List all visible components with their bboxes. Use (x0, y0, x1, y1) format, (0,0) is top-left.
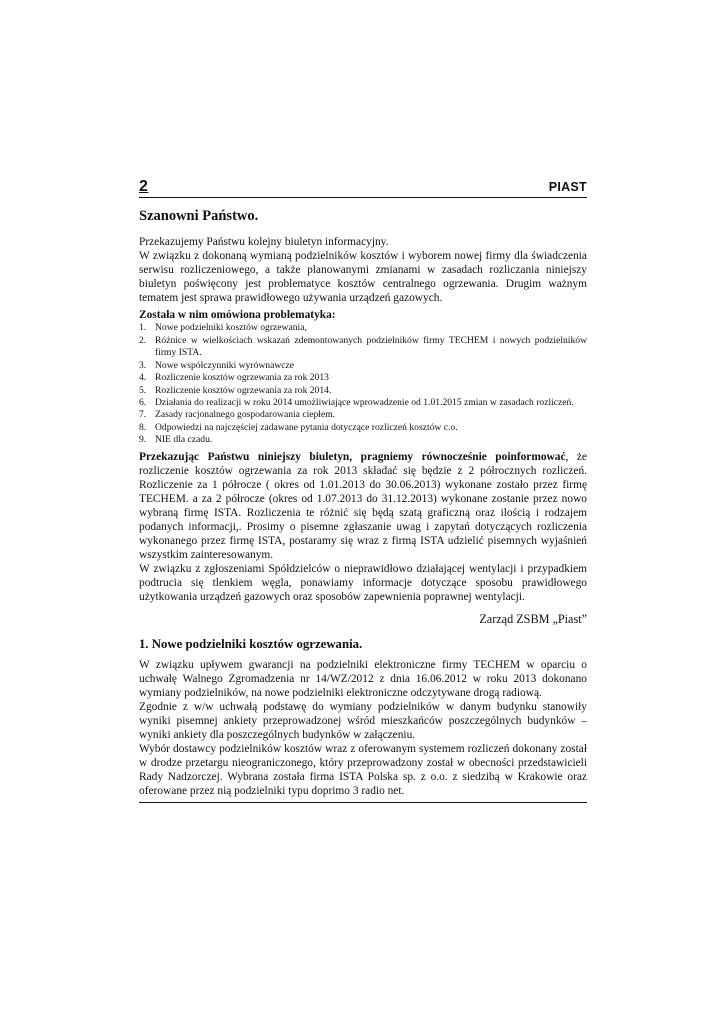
section-1-heading: 1. Nowe podzielniki kosztów ogrzewania. (139, 636, 363, 651)
info-bold-lead: Przekazując Państwu niniejszy biuletyn, pragniemy równocześnie poinformować (139, 450, 566, 463)
page-header (139, 180, 587, 198)
signature: Zarząd ZSBM „Piast” (479, 611, 587, 626)
list-item: 1. Nowe podzielniki kosztów ogrzewania, (139, 322, 307, 334)
footer-divider (139, 802, 587, 803)
list-item: 8. Odpowiedzi na najczęściej zadawane pytania dotyczące rozliczeń kosztów c.o. (139, 421, 458, 433)
list-item: 5. Rozliczenie kosztów ogrzewania za rok 2014. (139, 384, 332, 396)
list-item: 2. Różnice w wielkościach wskazań zdemontowanych podzielników firmy TECHEM i nowych podzielników firmy ISTA. (139, 334, 587, 359)
topics-heading: Została w nim omówiona problematyka: (139, 309, 336, 322)
intro-paragraph-1: Przekazujemy Państwu kolejny biuletyn informacyjny. (139, 236, 389, 248)
section-1-paragraph-1: W związku upływem gwarancji na podzielniki elektroniczne firmy TECHEM w oparciu o uchwałę Walnego Zgromadzenia nr 14/WZ/2012 z dnia 16.06.2012 w roku 2013 dokonano wymiany podzielników, na nowe podzielniki elektroniczne odczytywane drogą radiową. (139, 658, 587, 699)
list-item: 6. Działania do realizacji w roku 2014 umożliwiające wprowadzenie od 1.01.2015 zmian w zasadach rozliczeń. (139, 396, 574, 408)
intro-paragraph-2: W związku z dokonaną wymianą podzielników kosztów i wyborem nowej firmy dla świadczenia serwisu rozliczeniowego, a także planowanymi zmianami w zasadach rozliczania niniejszy biuletyn poświęcony jest problematyce kosztów centralnego ogrzewania. Drugim ważnym tematem jest sprawa prawidłowego używania urządzeń gazowych. (139, 250, 587, 305)
list-item: 4. Rozliczenie kosztów ogrzewania za rok 2013 (139, 372, 329, 384)
section-1-paragraph-3: Wybór dostawcy podzielników kosztów wraz z oferowanym systemem rozliczeń dokonany został w drodze przetargu nieograniczonego, który przeprowadzony został w obecności przedstawicieli Rady Nadzorczej. Wybrana została firma ISTA Polska sp. z o.o. z siedzibą w Krakowie oraz oferowane przez nią podzielniki typu doprimo 3 radio net. (139, 743, 587, 798)
list-item: 3. Nowe współczynniki wyrównawcze (139, 359, 295, 371)
document-page (139, 180, 587, 803)
page-number: 2 (139, 178, 149, 195)
topics-list (139, 322, 587, 446)
list-item: 9. NIE dla czadu. (139, 434, 213, 446)
ventilation-paragraph: W związku z zgłoszeniami Spółdzielców o nieprawidłowo działającej wentylacji i przypadkiem podtrucia się tlenkiem węgla, ponawiamy informacje dotyczące sposobu prawidłowego użytkowania urządzeń gazowych oraz sposobów zapewnienia poprawnej wentylacji. (139, 563, 587, 604)
publication-title: PIAST (548, 180, 587, 194)
info-paragraph (139, 450, 587, 563)
list-item: 7. Zasady racjonalnego gospodarowania ciepłem. (139, 409, 336, 421)
section-1-paragraph-2: Zgodnie z w/w uchwałą podstawę do wymiany podzielników w danym budynku stanowiły wyniki pisemnej ankiety przeprowadzonej wśród mieszkańców poszczególnych budynków – wyniki ankiety dla poszczególnych budynków w załączeniu. (139, 700, 587, 742)
greeting-heading: Szanowni Państwo. (139, 208, 259, 224)
info-rest: , że rozliczenie kosztów ogrzewania za rok 2013 składać się będzie z 2 półrocznych rozliczeń. Rozliczenie za 1 półrocze ( okres od 1.01.2013 do 30.06.2013) wykonane zostało przez firmę TECHEM. a za 2 półrocze (okres od 1.07.2013 do 31.12.2013) wykonane zostanie przez nowo wybraną firmę ISTA. Rozliczenia te różnić się będą szatą graficzną oraz ilością i rodzajem podanych informacji,. Prosimy o pisemne zgłaszanie uwag i zapytań dotyczących rozliczenia wykonanego przez firmę ISTA, postaramy się wraz z firmą ISTA udzielić pisemnych wyjaśnień wszystkim zainteresowanym. (139, 450, 587, 562)
